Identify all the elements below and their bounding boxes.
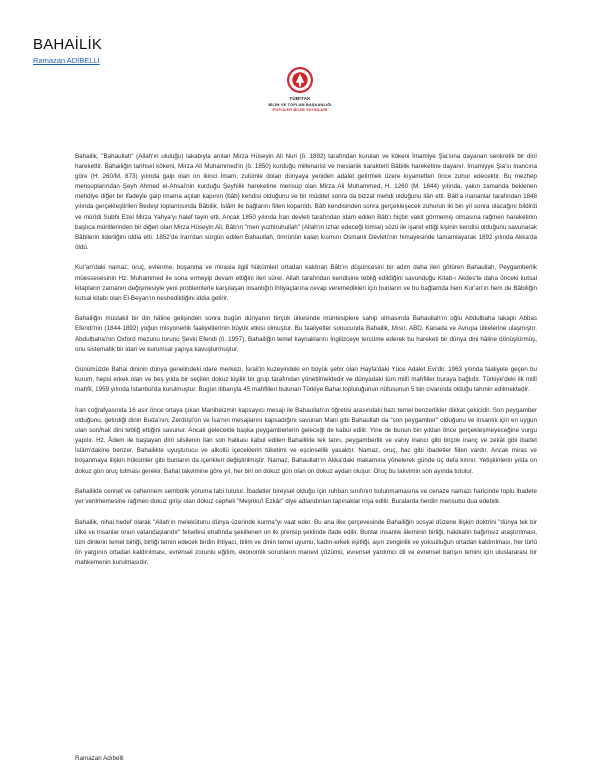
paragraph: Kur'an'daki namaz, oruç, evlenme, boşanma ve mirasla ilgili hükümleri ortadan kaldıran Bâb'ın düşüncesini bir adım daha ileri götüren Bahaullah, Peygamberlik müessesesinin Hz. Muhammed ile sona ermeyip devam ettiğini ileri sürer. Allah tarafından kendisine tebliğ edildiğini savunduğu Kitab-ı Akdes'te daha önceki kutsal kitapların zamanın değişmesiyle yeni problemlerle karşılaşan insanlığın ihtiyaçlarına cevap veremedikleri için bunların ve bu bağlamda hem Kur'an'ın hem de Bâbiliğin kutsal kitabı olan El-Beyan'ın neshedildiğini iddia getirir. bbox=[75, 264, 537, 302]
article-body bbox=[75, 152, 537, 579]
tubitak-logo bbox=[0, 66, 600, 112]
page-title: BAHAİLİK bbox=[33, 36, 103, 53]
paragraph: Bahailik, "Bahaullah" (Allah'ın ululuğu) lakabıyla anılan Mirza Hüseyin Ali Nuri (ö. 1892) tarafından kurulan ve kökeni İmamiye Şia'sına dayanan senkretik bir dinî harekettir. Bahailiğin tarihsel kökeni, Mirza Ali Muhammed'in (ö. 1850) kurduğu millenarist ve mesianik karakterli Bâbilik hareketine dayanır. İmamiyye Şia'sı inancına göre (H. 260/M. 873) yılında gaip olan on ikinci İmam, zulümle dolan dünyaya yeniden adalet getirmek üzere kıyametten önce zuhur edecektir. Bu mezhep mensuplarından Şeyh Ahmed el-Ahsai'nin kurduğu Şeyhilik hareketine mensup olan Mirza Ali Muhammed, H. 1260 (M. 1844) yılında, yakın zamanda beklenen mehdiye diğer bir ifadeyle gaip imama açılan kapının (bâb) kendisi olduğunu ve bir müddet sonra da bizzat mehdi olduğunu ilân etti. Bâb'a inananlar tarafından 1848 yılında gerçekleştirilen Bedeşt toplantısında Bâbilik, İslâm ile bağlarını fiilen koparıldı. Bâb kendisinden sonra gerçekleşecek zuhurun iki bin yıl sonra olacağını bildirdi ve mürîdi Subhi Ezel Mirza Yahya'yı halef tayin etti. Ancak 1850 yılında İran devleti tarafından idam edilen Bâb'ı hiçbir vakit görmemiş olmasına rağmen hareketinin başlıca müritlerinden bir diğeri olan Mirza Hüseyin Ali, Bâb'ın "men yuzhiruhullah" (Allah'ın izhar edeceği kimse) sözü ile işaret ettiği kişinin kendisi olduğunu savunarak Bâbilerin liderliğini iddia etti. 1852'de İran'dan sürgün edilen Bahaullah, ömrünün kalan kısmını Osmanlı Devleti'nin himayesinde tamamlayarak 1892 yılında Akka'da öldü. bbox=[75, 153, 537, 251]
paragraph: Bahailiğin müstakil bir din hâline gelişinden sonra bugün dünyanın birçok ülkesinde müntesiplere sahip olmasında Bahaullah'ın oğlu Abdulbaha lakaplı Abbas Efendi'nin (1844-1892) yoğun misyonerlik faaliyetlerinin büyük etkisi olmuştur. Bu faaliyetler sonucunda Bahailik, Mısır, ABD, Kanada ve Avrupa ülkelerine ulaşmıştır. Abdulbaha'nın Oxford mezunu torunu Şevki Efendi (ö. 1957), Bahailiğin temel kaynaklarını İngilizceye tercüme ederek bu hareketi bir dünya dini hâline dönüştürmüş, onu sistematik bir idari ve kurumsal yapıya kavuşturmuştur. bbox=[75, 315, 537, 353]
logo-subtitle: BİLİM VE TOPLUM BAŞKANLIĞI bbox=[268, 102, 332, 107]
logo-name: TÜBİTAK bbox=[289, 96, 311, 101]
paragraph: Bahailikte cennet ve cehennem sembolik yoruma tabi tutulur. İbadetler bireysel olduğu için ruhban sınıfının bulunmamasına ve cenaze namazı haricinde toplu ibadete yer verilmemesine rağmen dokuz girişi olan dokuz cepheli "Meşriku'l Ezkâr" diye adlandırılan tapınaklar inşa edilir. Buralarda herdin mensubu dua edebilir. bbox=[75, 488, 537, 506]
paragraph: Bahailik, nihai hedef olarak "Allah'ın melekûtunu dünya üzerinde kurma"yı vaat eder. Bu ana ilke çerçevesinde Bahailiğin sosyal düzene ilişkin doktrini "dünya tek bir ülke ve insanlar onun vatandaşlarıdır" felsefesi etrafında şekillenen on iki prensip şeklinde ifade edilir. Bunlar insanlık âleminin birliği, hakikatin bağımsız araştırılması, tüm dinlerin temel birliği, birliği temin edecek birdin ihtiyacı, bilim ve dinin temel uyumu, kadın-erkek eşitliği, aşırı zenginlik ve yoksulluğun ortadan kaldırılması, her türlü ön yargının ortadan kaldırılması, evrensel zorunlu eğitim, ekonomik sorunların manevi çözümü, evrensel yardımcı dil ve evrensel barışın temini için uluslararası bir mahkemenin kurulmasıdır. bbox=[75, 518, 537, 567]
paragraph: İran coğrafyasında 16 asır önce ortaya çıkan Maniheizmin kapsayıcı mesajı ile Bahaullah'ın öğretisi arasındaki bazı temel benzerlikler dikkat çekicidir. Son peygamber olduğunu, getirdiği dinin Buda'nın, Zerdüşt'ün ve İsa'nın mesajlarını kapsadığını savunan Mani gibi Bahaullah da "son peygamber" olduğunu ve insanlık için en uygun olan son/hak dini tebliğ ettiğini savunur. Ancak gelecekte başka peygamberlerin geleceği de kabul edilir. Yine de bunun bin yıldan önce gerçekleşmeyeceğine vurgu yapılır. Hz. Âdem ile başlayan dinî silsilenin ilan son halkası kabul edilen Bahailikte tek tanrı, peygamberlik ve vahiy inancı gibi birçok inanç ve zekât gibi ibadet İslâm'dakine benzer. Bahailikte uyuşturucu ve alkollü içeceklerin tüketimi ve eşcinsellik yasaktır. Namaz, oruç, hac gibi ibadetler fiilen vardır. Ancak miras ve boşanmaya ilişkin hükümler gibi bunların da içerikleri değiştirilmiştir. Namaz, Bahaullah'ın Akka'daki makamına yönelerek günde üç defa kılınır. Yetişkinlerin yılda on dokuz gün oruç tutması gerekir. Bahai takvimine göre yıl, her biri on dokuz gün olan on dokuz aydan oluşur. Oruç bu takvimin son ayında tutulur. bbox=[75, 406, 537, 475]
author-signature: Ramazan Adıbelli bbox=[75, 755, 124, 762]
tubitak-emblem-icon bbox=[286, 66, 314, 94]
logo-series: POPÜLER BİLİM YAYINLARI bbox=[272, 108, 328, 112]
paragraph: Günümüzde Bahai dininin dünya genelindeki idare merkezi, İsrail'in kuzeyindeki en büyük şehir olan Hayfa'daki Yüce Adalet Evi'dir. 1963 yılında faaliyete geçen bu kurum, hepsi erkek olan ve beş yılda bir seçilen dokuz kişilik bir grup tarafından yönetilmektedir ve dünyadaki tüm millî mahfiller buraya bağlıdır. Türkiye'deki ilk millî mahfil, 1959 yılında İstanbul'da kurulmuştur. Bugün itibarıyla 45 mahfilleri bulunan Türkiye Bahai topluluğunun nüfusunun 5 bin civarında olduğu tahmin edilmektedir. bbox=[75, 366, 537, 394]
author-link[interactable]: Ramazan ADIBELLİ bbox=[33, 56, 100, 65]
